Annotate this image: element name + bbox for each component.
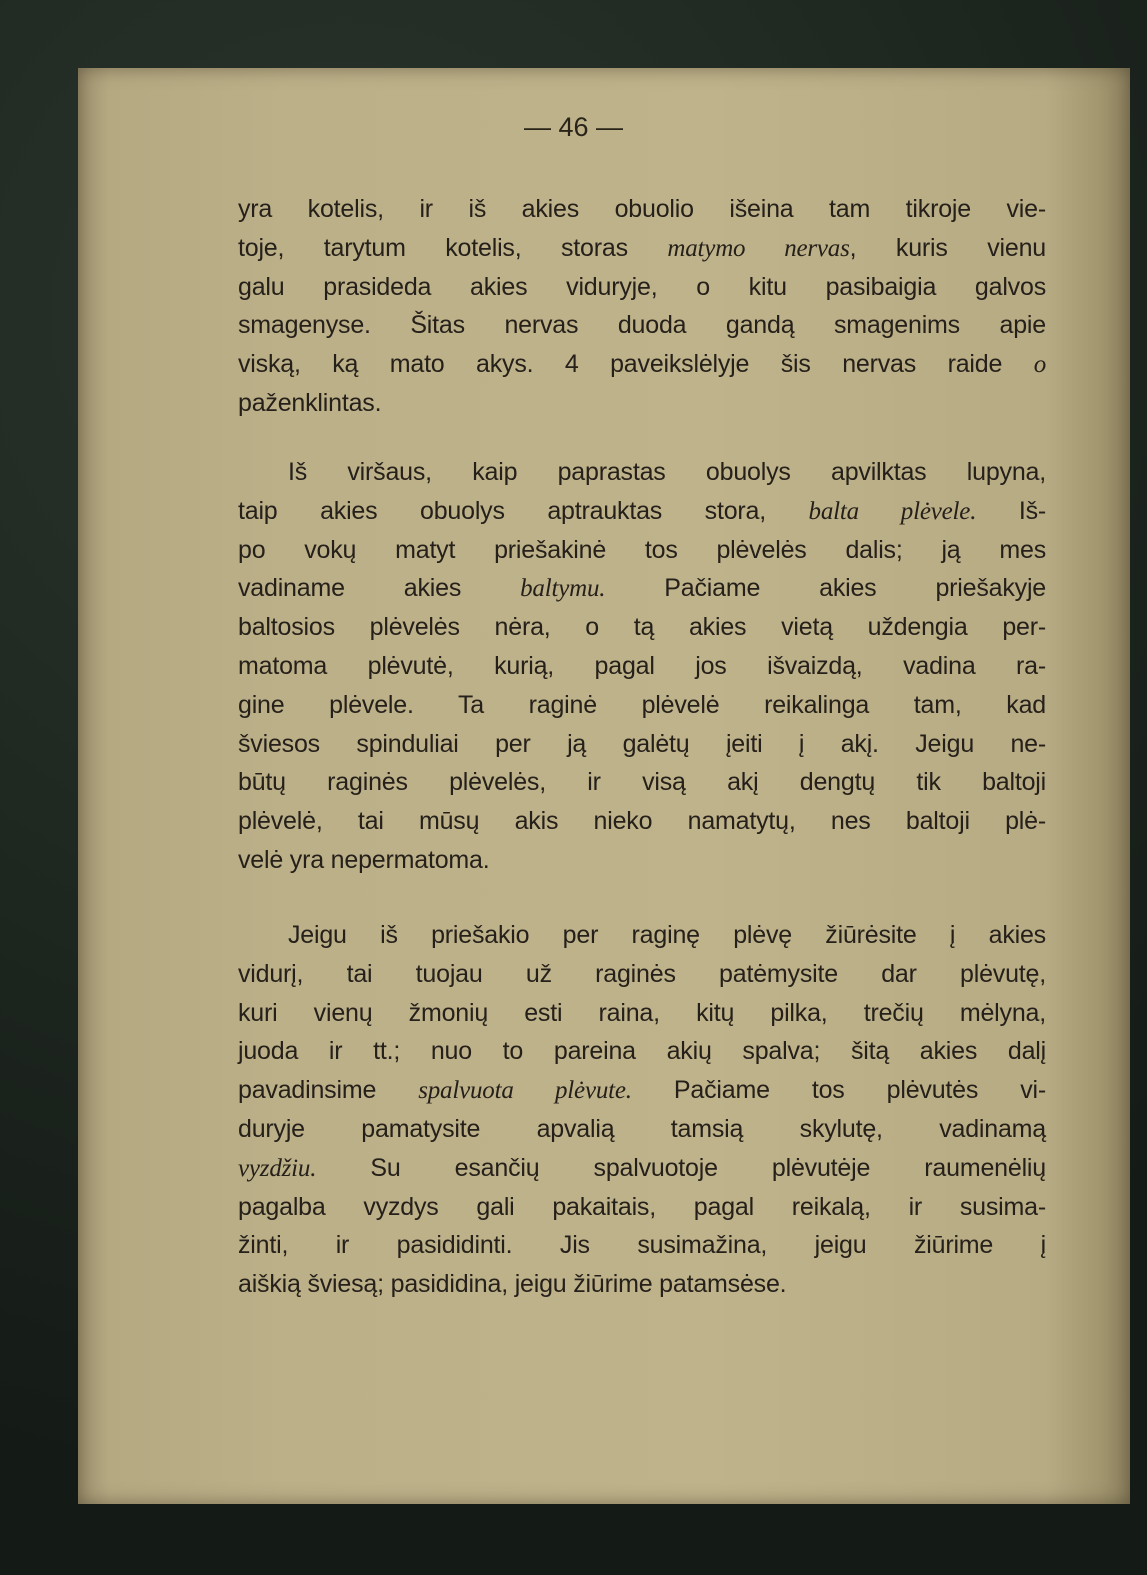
text-line (238, 569, 1046, 608)
text-line (238, 492, 1046, 531)
text-run: viską, ką mato akys. 4 paveikslėlyje šis nervas raide (238, 350, 1034, 379)
text-line (238, 1265, 1046, 1304)
text-line (238, 531, 1046, 570)
text-run: šviesos spinduliai per ją galėtų įeiti į akį. Jeigu ne- (238, 729, 1046, 758)
text-run: paženklintas. (238, 388, 382, 417)
text-line (238, 190, 1046, 229)
text-run: , kuris vienu (849, 233, 1046, 262)
paragraph (238, 190, 1046, 423)
italic-term: baltymu. (520, 575, 606, 603)
text-line (238, 608, 1046, 647)
paragraph (238, 453, 1046, 880)
paragraph (238, 916, 1046, 1304)
text-line (238, 994, 1046, 1033)
text-run: Jeigu iš priešakio per raginę plėvę žiūrėsite į akies (288, 921, 1046, 949)
page-number: — 46 — (523, 112, 624, 142)
text-run: velė yra nepermatoma. (238, 845, 490, 874)
text-run: matoma plėvutė, kurią, pagal jos išvaizdą, vadina ra- (238, 651, 1046, 680)
text-run: toje, tarytum kotelis, storas (238, 233, 668, 262)
text-line (238, 763, 1046, 802)
italic-term: vyzdžiu. (238, 1154, 317, 1182)
text-line (238, 453, 1046, 492)
italic-term: o (1033, 351, 1046, 379)
text-run: yra kotelis, ir iš akies obuolio išeina tam tikroje vie- (238, 195, 1046, 223)
text-line (238, 647, 1046, 686)
text-run: aiškią šviesą; pasididina, jeigu žiūrime patamsėse. (238, 1270, 787, 1299)
text-run: vidurį, tai tuojau už raginės patėmysite dar plėvutę, (238, 959, 1046, 988)
text-run: juoda ir tt.; nuo to pareina akių spalva; šitą akies dalį (238, 1037, 1046, 1066)
text-run: duryje pamatysite apvalią tamsią skylutę, vadinamą (238, 1114, 1046, 1143)
text-run: smagenyse. Šitas nervas duoda gandą smagenims apie (238, 311, 1046, 340)
text-line (238, 1110, 1046, 1149)
text-run: Su esančių spalvuotoje plėvutėje raumenėlių (316, 1153, 1046, 1182)
italic-term: spalvuota plėvute. (418, 1077, 632, 1105)
text-run: Iš- (976, 496, 1046, 525)
italic-term: balta plėvele. (808, 497, 977, 525)
text-run: pagalba vyzdys gali pakaitais, pagal reikalą, ir susima- (238, 1192, 1046, 1221)
text-run: plėvelė, tai mūsų akis nieko namatytų, nes baltoji plė- (238, 807, 1046, 836)
text-line (238, 955, 1046, 994)
text-line (238, 1226, 1046, 1265)
text-line (238, 1188, 1046, 1227)
text-line (238, 1032, 1046, 1071)
text-line (238, 306, 1046, 345)
text-run: Pačiame tos plėvutės vi- (631, 1076, 1046, 1105)
text-run: kuri vienų žmonių esti raina, kitų pilka, trečių mėlyna, (238, 998, 1046, 1027)
text-run: galu prasideda akies viduryje, o kitu pasibaigia galvos (238, 272, 1046, 301)
text-run: būtų raginės plėvelės, ir visą akį dengtų tik baltoji (238, 768, 1046, 797)
text-line (238, 802, 1046, 841)
text-line (238, 841, 1046, 880)
text-line (238, 229, 1046, 268)
text-run: po vokų matyt priešakinė tos plėvelės dalis; ją mes (238, 535, 1046, 564)
text-run: pavadinsime (238, 1076, 419, 1105)
text-run: Pačiame akies priešakyje (605, 574, 1047, 603)
italic-term: matymo nervas (667, 234, 850, 262)
text-run: Iš viršaus, kaip paprastas obuolys apvilktas lupyna, (288, 458, 1046, 486)
text-run: gine plėvele. Ta raginė plėvelė reikalinga tam, kad (238, 690, 1046, 719)
text-run: taip akies obuolys aptrauktas stora, (238, 496, 809, 525)
text-line (238, 1071, 1046, 1110)
text-line (238, 345, 1046, 384)
text-line (238, 686, 1046, 725)
text-run: baltosios plėvelės nėra, o tą akies vietą uždengia per- (238, 613, 1046, 642)
text-run: žinti, ir pasididinti. Jis susimažina, jeigu žiūrime į (238, 1231, 1046, 1260)
text-line (238, 384, 1046, 423)
text-line (238, 1149, 1046, 1188)
text-line (238, 268, 1046, 307)
text-run: vadiname akies (238, 574, 521, 603)
text-line (238, 725, 1046, 764)
text-line (238, 916, 1046, 955)
